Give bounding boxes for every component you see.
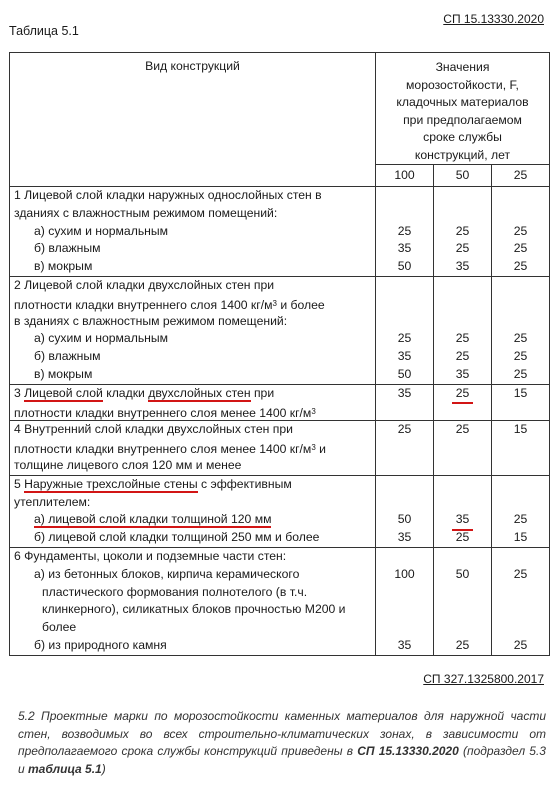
- table-title: Таблица 5.1: [9, 24, 79, 38]
- highlight-underline: 35: [452, 511, 474, 531]
- table-row: [10, 276, 550, 384]
- highlight-underline: двухслойных стен: [148, 385, 251, 400]
- row-2-values-25: 25 25 25: [492, 276, 550, 384]
- header-construction-type: Вид конструкций: [10, 53, 376, 187]
- highlight-underline: Наружные трехслойные стены: [24, 476, 198, 491]
- header-year-100: 100: [376, 165, 434, 187]
- table-row: 3 Лицевой слой кладки двухслойных стен при плотности кладки внутреннего слоя менее 1400 $кг/м^3$ 35 25 15: [10, 384, 550, 421]
- row-1-values-50: 25 25 35: [434, 187, 492, 277]
- table-row: 6 Фундаменты, цоколи и подземные части стен: а) из бетонных блоков, кирпича керамического пластического формования полнотелого (в т.ч. клинкерного), силикатных блоков прочностью М200 и более б) из природного камня 100 35 50 25 25 25: [10, 547, 550, 655]
- row-4-description: 4 Внутренний слой кладки двухслойных стен при плотности кладки внутреннего слоя менее 1400 $кг/м^3$ и толщине лицевого слоя 120 мм и менее: [10, 421, 376, 475]
- row-2-values-50: 25 25 35: [434, 276, 492, 384]
- header-year-25: 25: [492, 165, 550, 187]
- row-1-description: 1 Лицевой слой кладки наружных однослойных стен в зданиях с влажностным режимом помещений: а) сухим и нормальным б) влажным в) мокрым: [10, 187, 376, 277]
- header-frost-resistance: Значения морозостойкости, F, кладочных материалов при предполагаемом сроке службы конструкций, лет: [376, 53, 550, 165]
- frost-resistance-table: [9, 52, 550, 656]
- highlight-underline: а) лицевой слой кладки толщиной 120 мм: [34, 512, 272, 527]
- row-5-description: 5 Наружные трехслойные стены с эффективным утеплителем: а) лицевой слой кладки толщиной 120 мм б) лицевой слой кладки толщиной 250 мм и более: [10, 475, 376, 547]
- row-6-description: 6 Фундаменты, цоколи и подземные части стен: а) из бетонных блоков, кирпича керамического пластического формования полнотелого (в т.ч. клинкерного), силикатных блоков прочностью М200 и более б) из природного камня: [10, 547, 376, 655]
- highlight-underline: 25: [452, 385, 474, 405]
- table-row: 5 Наружные трехслойные стены с эффективным утеплителем: а) лицевой слой кладки толщиной 120 мм б) лицевой слой кладки толщиной 250 мм и более 50 35 35 25 25 15: [10, 475, 550, 547]
- document-code-2: СП 327.1325800.2017: [423, 672, 544, 686]
- row-2-values-100: 25 35 50: [376, 276, 434, 384]
- document-code: СП 15.13330.2020: [443, 12, 544, 26]
- highlight-underline: Лицевой слой: [24, 385, 103, 400]
- note-paragraph: 5.2 Проектные марки по морозостойкости каменных материалов для наружной части стен, возводимых во всех строительно-климатических зонах, в зависимости от предполагаемого срока службы конструкций приведены в СП 15.13330.2020 (подраздел 5.3 и таблица 5.1): [18, 709, 546, 776]
- row-1-values-25: 25 25 25: [492, 187, 550, 277]
- row-1-values-100: 25 35 50: [376, 187, 434, 277]
- row-2-description: 2 Лицевой слой кладки двухслойных стен при плотности кладки внутреннего слоя 1400 $кг/м^3$ и более в зданиях с влажностным режимом помещений: а) сухим и нормальным б) влажным в) мокрым: [10, 276, 376, 384]
- table-row: 4 Внутренний слой кладки двухслойных стен при плотности кладки внутреннего слоя менее 1400 $кг/м^3$ и толщине лицевого слоя 120 мм и менее 25 25 15: [10, 421, 550, 475]
- row-3-description: 3 Лицевой слой кладки двухслойных стен при плотности кладки внутреннего слоя менее 1400 $кг/м^3$: [10, 384, 376, 421]
- header-year-50: 50: [434, 165, 492, 187]
- table-row: [10, 187, 550, 277]
